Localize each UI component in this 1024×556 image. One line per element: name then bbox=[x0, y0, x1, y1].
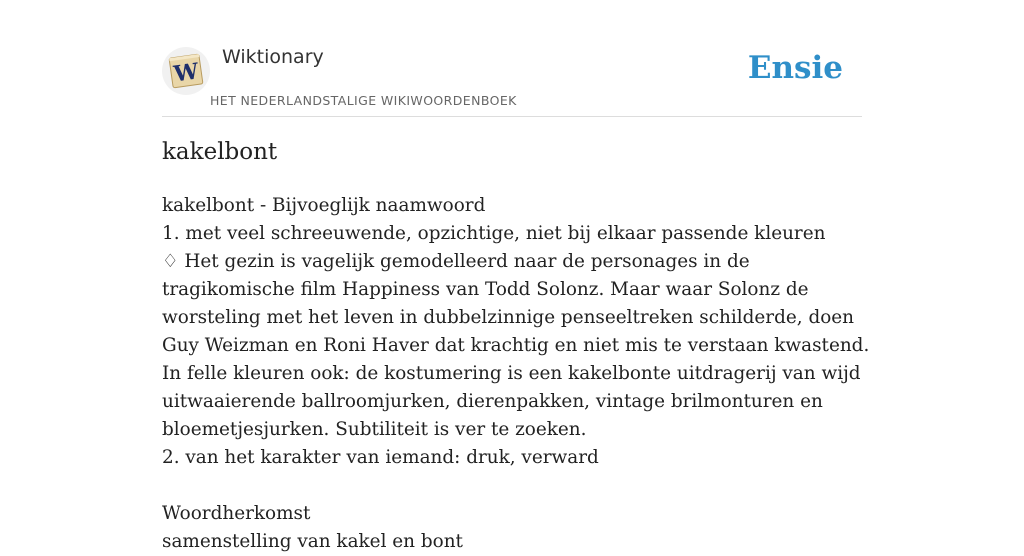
site-title[interactable]: Wiktionary bbox=[222, 46, 324, 68]
etymology-heading: Woordherkomst bbox=[162, 503, 311, 524]
example-sentence: ♢ Het gezin is vagelijk gemodelleerd naar de personages in de tragikomische film Happiness van Todd Solonz. Maar waar Solonz de worsteling met het leven in dubbelzinnige penseeltreken schilderde, doen Guy Weizman en Roni Haver dat krachtig en niet mis te verstaan kwastend. In felle kleuren ook: de kostumering is een kakelbonte uitdragerij van wijd uitwaaierende ballroomjurken, dierenpakken, vintage brilmonturen en bloemetjesjurken. Subtiliteit is ver te zoeken. bbox=[162, 251, 870, 440]
logo-letter: W bbox=[172, 58, 201, 88]
definition-2: 2. van het karakter van iemand: druk, verward bbox=[162, 447, 599, 468]
etymology-text: samenstelling van kakel en bont bbox=[162, 531, 463, 552]
site-subtitle: HET NEDERLANDSTALIGE WIKIWOORDENBOEK bbox=[210, 93, 517, 108]
brand-logo[interactable]: Ensie bbox=[747, 50, 843, 86]
spacer bbox=[162, 472, 882, 500]
site-header bbox=[162, 0, 862, 117]
entry-headline: kakelbont - Bijvoeglijk naamwoord bbox=[162, 195, 486, 216]
definition-1: 1. met veel schreeuwende, opzichtige, niet bij elkaar passende kleuren bbox=[162, 223, 826, 244]
entry-content bbox=[162, 192, 882, 556]
logo-tile-graphic bbox=[162, 47, 210, 95]
page-title: kakelbont bbox=[162, 139, 278, 165]
wiktionary-logo-icon[interactable] bbox=[162, 47, 210, 95]
